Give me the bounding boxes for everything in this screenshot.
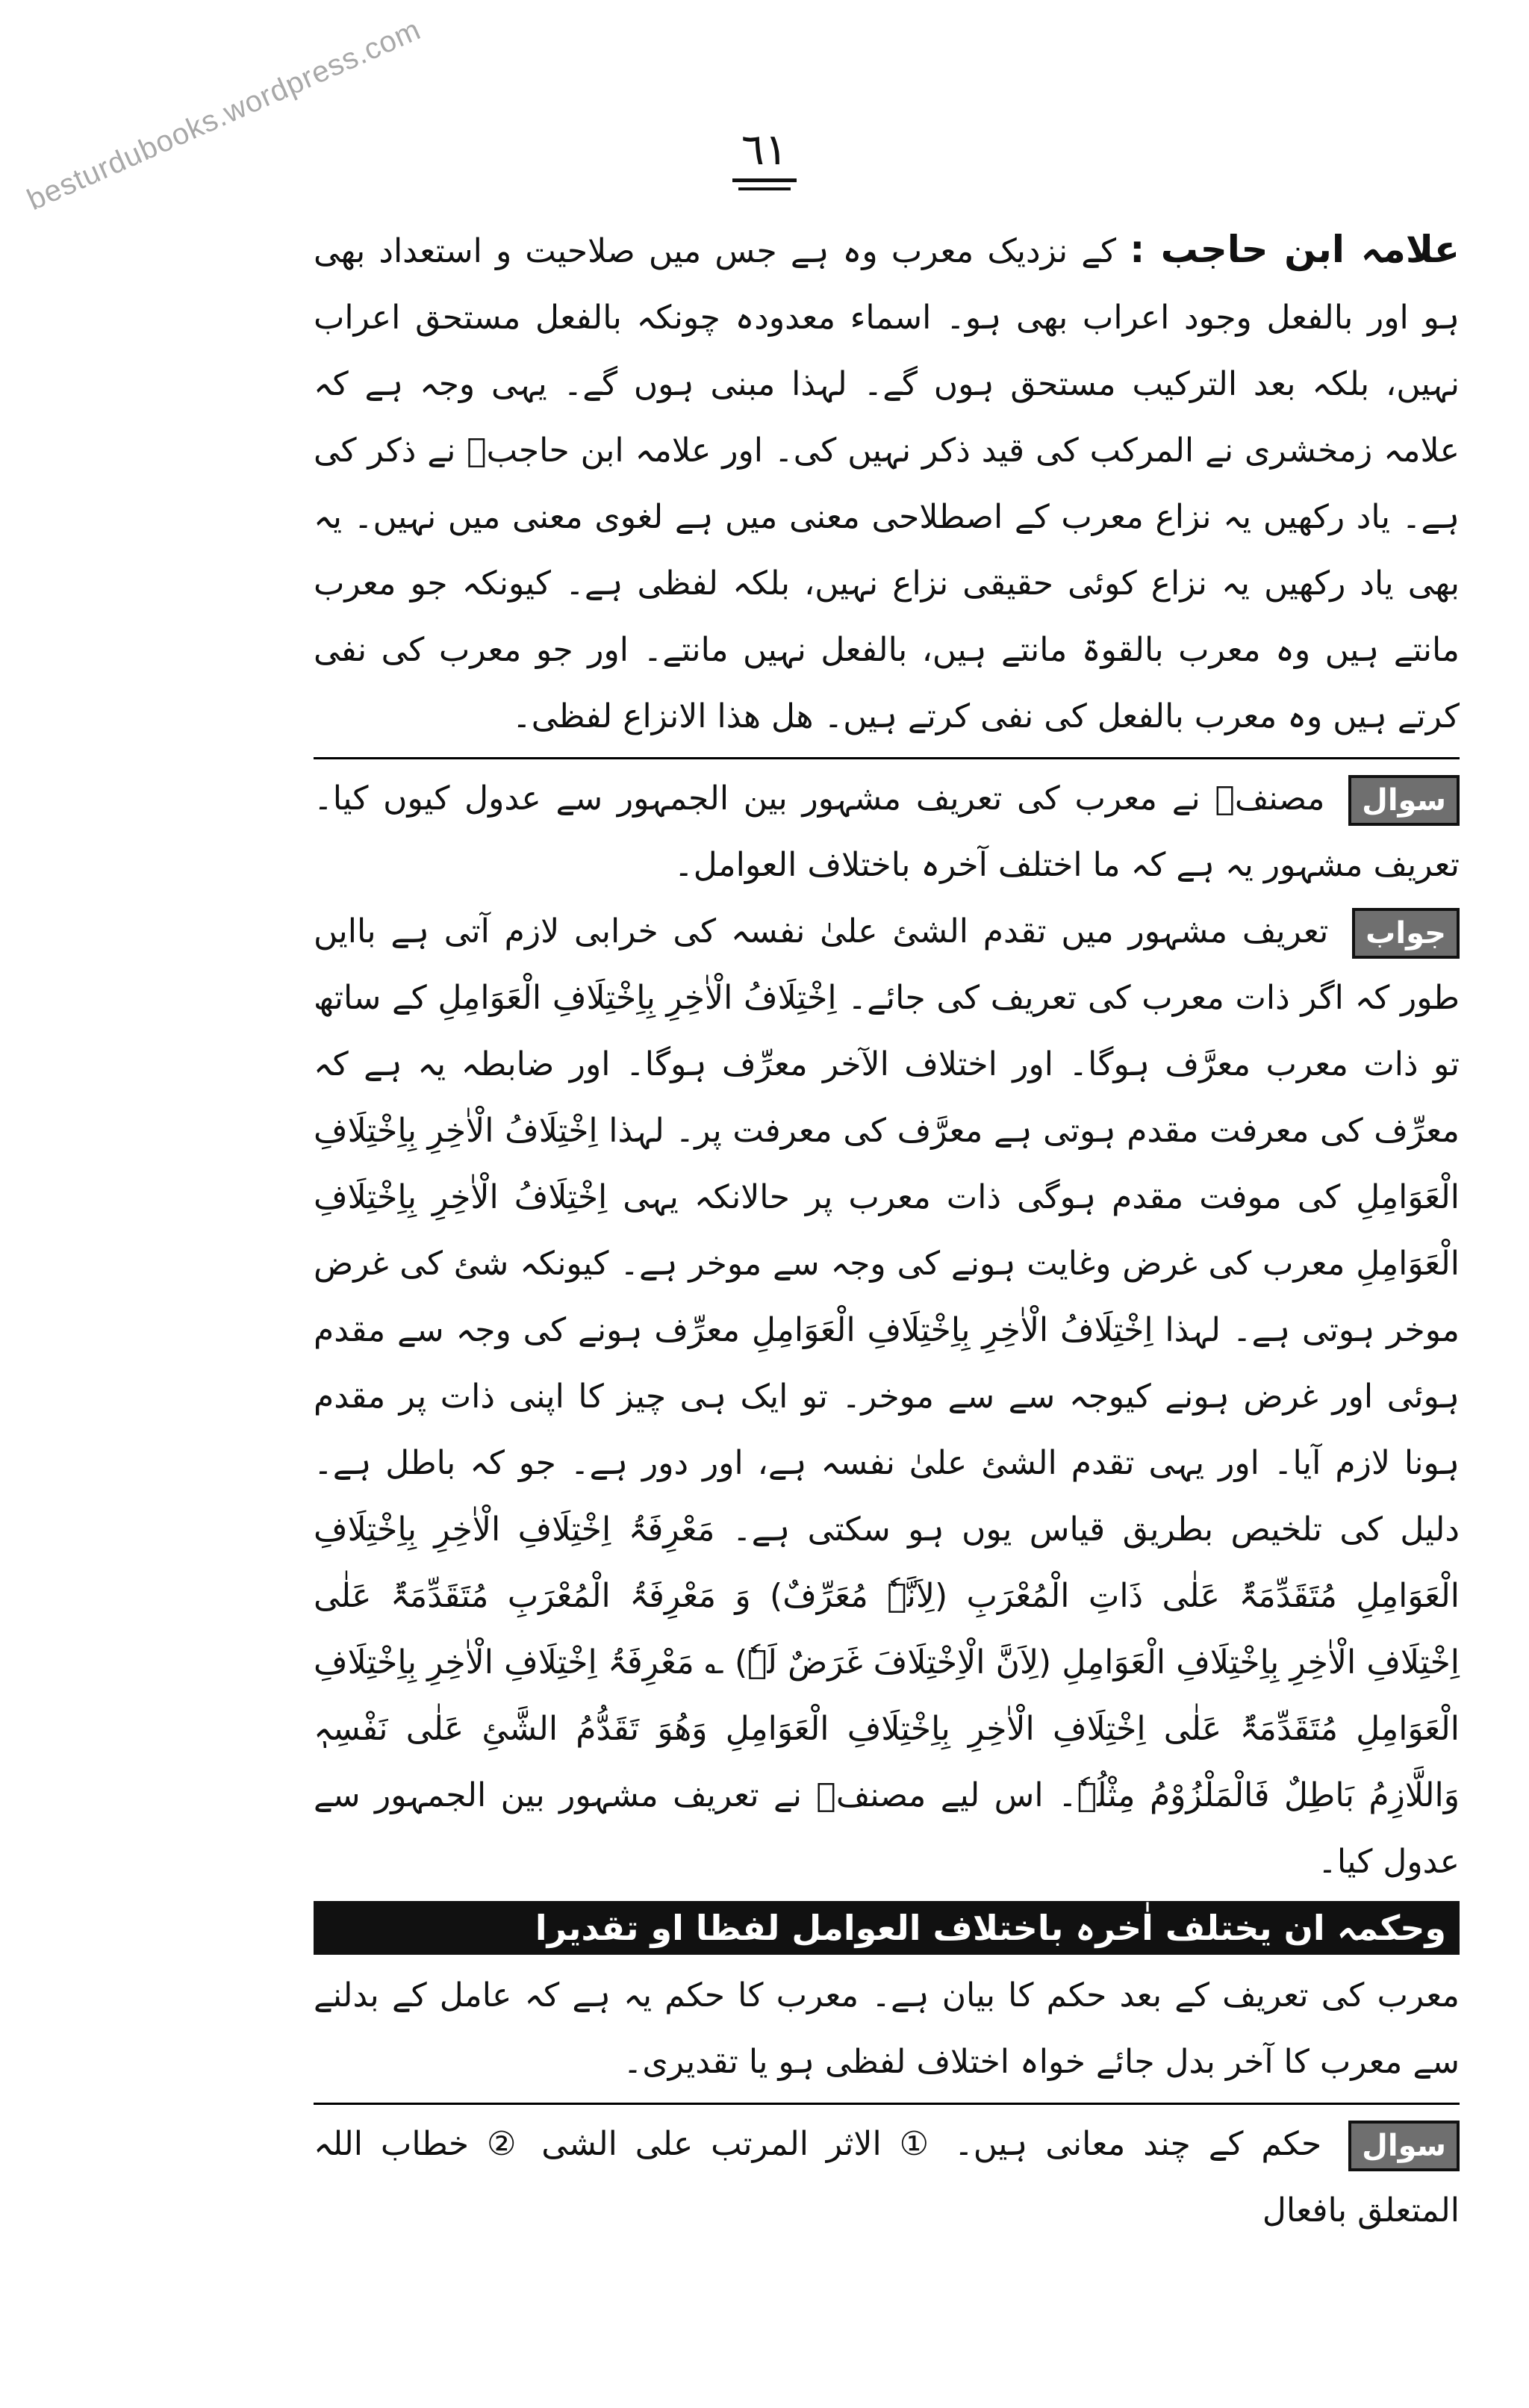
answer-text: تعریف مشہور میں تقدم الشئ علیٰ نفسہ کی خرابی لازم آتی ہے باایں طور کہ اگر ذات معرب کی تعریف کی جائے۔ اِخْتِلَافُ الْاٰخِرِ بِاِخْتِلَافِ الْعَوَامِلِ کے ساتھ تو ذات معرب معرَّف ہوگا۔ اور اختلاف الآخر معرِّف ہوگا۔ اور ضابطہ یہ ہے کہ معرِّف کی معرفت مقدم ہوتی ہے معرَّف کی معرفت پر۔ لہذا اِخْتِلَافُ الْاٰخِرِ بِاِخْتِلَافِ الْعَوَامِلِ کی موفت مقدم ہوگی ذات معرب پر حالانکہ یہی اِخْتِلَافُ الْاٰخِرِ بِاِخْتِلَافِ الْعَوَامِلِ معرب کی غرض وغایت ہونے کی وجہ سے موخر ہے۔ کیونکہ شئ کی غرض موخر ہوتی ہے۔ لہذا اِخْتِلَافُ الْاٰخِرِ بِاِخْتِلَافِ الْعَوَامِلِ معرِّف ہونے کی وجہ سے مقدم ہوئی اور غرض ہونے کیوجہ سے سے موخر۔ تو ایک ہی چیز کا اپنی ذات پر مقدم ہونا لازم آیا۔ اور یہی تقدم الشئ علیٰ نفسہ ہے، اور دور ہے۔ جو کہ باطل ہے۔ دلیل کی تلخیص بطریق قیاس یوں ہو سکتی ہے۔ مَعْرِفَۃُ اِخْتِلَافِ الْاٰخِرِ بِاِخْتِلَافِ الْعَوَامِلِ مُتَقَدِّمَۃٌ عَلٰی ذَاتِ الْمُعْرَبِ (لِاَنَّہٗ مُعَرِّفٌ) وَ مَعْرِفَۃُ الْمُعْرَبِ مُتَقَدِّمَۃٌ عَلٰی اِخْتِلَافِ الْاٰخِرِ بِاِخْتِلَافِ الْعَوَامِلِ (لِاَنَّ الْاِخْتِلَافَ غَرَضٌ لَہٗ) ؎ مَعْرِفَۃُ اِخْتِلَافِ الْاٰخِرِ بِاِخْتِلَافِ الْعَوَامِلِ مُتَقَدِّمَۃٌ عَلٰی اِخْتِلَافِ الْاٰخِرِ بِاِخْتِلَافِ الْعَوَامِلِ وَھُوَ تَقَدُّمُ الشَّئِ عَلٰی نَفْسِہٖ وَاللَّازِمُ بَاطِلٌ فَالْمَلْزُوْمُ مِثْلُہٗ۔ اس لیے مصنفؒ نے تعریف مشہور بین الجمہور سے عدول کیا۔: [314, 912, 1460, 1881]
answer-label: جواب: [1352, 908, 1460, 959]
separator-rule: [314, 757, 1460, 759]
question-text-2: حکم کے چند معانی ہیں۔ ① الاثر المرتب علی الشی ② خطاب اللہ المتعلق بافعال: [314, 2125, 1460, 2230]
ruling-text: معرب کی تعریف کے بعد حکم کا بیان ہے۔ معرب کا حکم یہ ہے کہ عامل کے بدلنے سے معرب کا آخر بدل جائے خواہ اختلاف لفظی ہو یا تقدیری۔: [314, 1976, 1460, 2081]
paragraph-ibn-hajib: [314, 217, 1460, 750]
question-label: سوال: [1348, 775, 1460, 826]
answer-block: [314, 898, 1460, 1895]
page-body: [314, 217, 1460, 2244]
paragraph-lead: علامہ ابن حاجب :: [1130, 228, 1460, 271]
question-block-2: [314, 2111, 1460, 2244]
ruling-paragraph: [314, 1962, 1460, 2095]
question-label-2: سوال: [1348, 2121, 1460, 2171]
page-number: ٦١: [732, 123, 797, 182]
paragraph-text: کے نزدیک معرب وہ ہے جس میں صلاحیت و استعداد بھی ہو اور بالفعل وجود اعراب بھی ہو۔ اسماء معدودہ چونکہ بالفعل مستحق اعراب نہیں، بلکہ بعد الترکیب مستحق ہوں گے۔ لہذا مبنی ہوں گے۔ یہی وجہ ہے کہ علامہ زمخشری نے المرکب کی قید ذکر نہیں کی۔ اور علامہ ابن حاجبؒ نے ذکر کی ہے۔ یاد رکھیں یہ نزاع معرب کے اصطلاحی معنی میں ہے لغوی معنی میں نہیں۔ یہ بھی یاد رکھیں یہ نزاع کوئی حقیقی نزاع نہیں، بلکہ لفظی ہے۔ کیونکہ جو معرب مانتے ہیں وہ معرب بالقوۃ مانتے ہیں، بالفعل نہیں مانتے۔ اور جو معرب کی نفی کرتے ہیں وہ معرب بالفعل کی نفی کرتے ہیں۔ ھل ھذا الانزاع لفظی۔: [314, 232, 1460, 735]
question-block: [314, 765, 1460, 898]
watermark: besturdubooks.wordpress.com: [22, 13, 426, 217]
section-heading: وحکمہ ان یختلف اٰخرہ باختلاف العوامل لفظا او تقدیرا: [314, 1901, 1460, 1955]
separator-rule-2: [314, 2103, 1460, 2105]
question-text: مصنفؒ نے معرب کی تعریف مشہور بین الجمہور سے عدول کیوں کیا۔ تعریف مشہور یہ ہے کہ ما اختلف آخرہ باختلاف العوامل۔: [314, 780, 1460, 884]
page-number-area: [0, 123, 1529, 182]
